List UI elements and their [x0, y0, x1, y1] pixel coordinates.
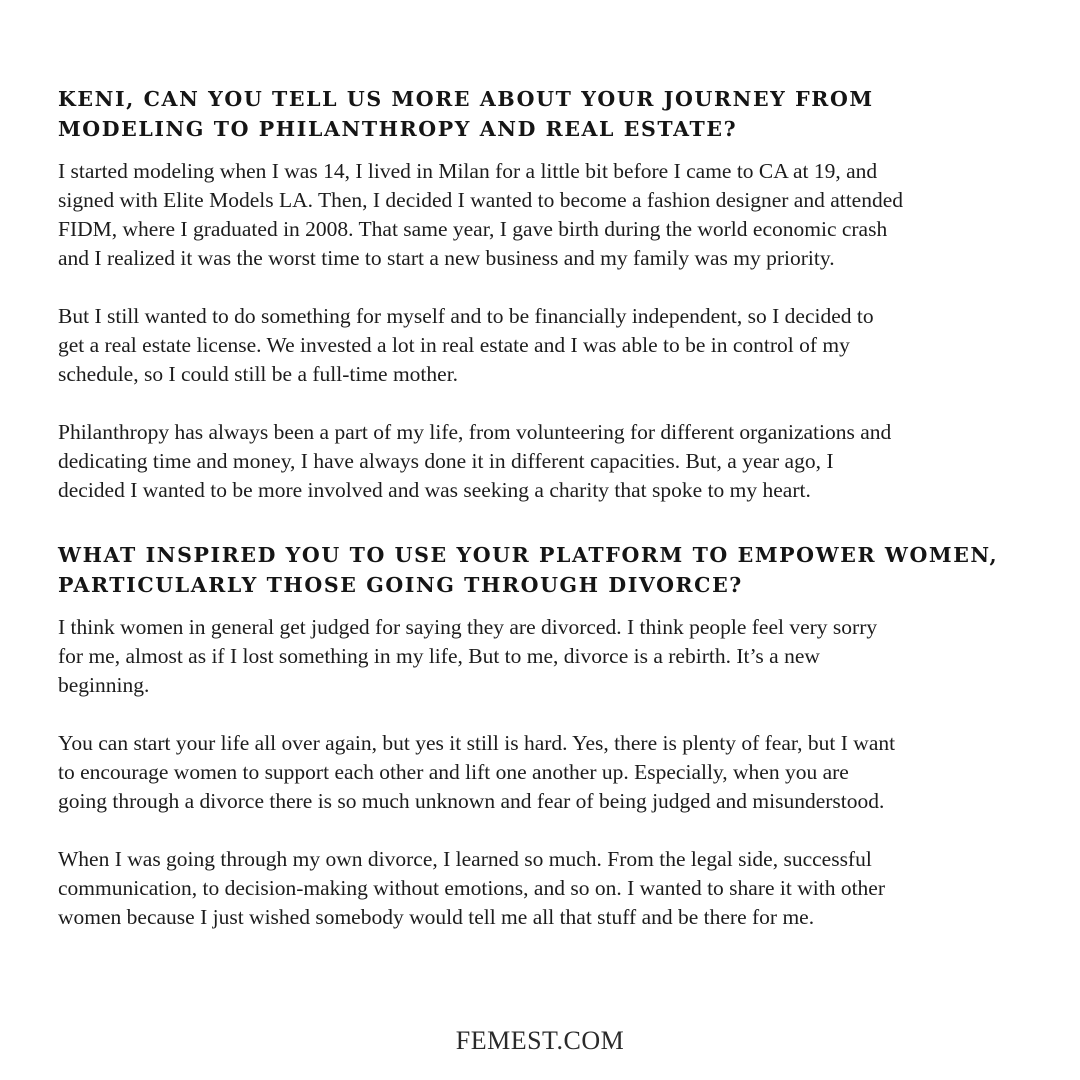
section-heading — [58, 84, 1033, 144]
text-line: You can start your life all over again, but yes it still is hard. Yes, there is plenty of fear, but I want — [58, 731, 896, 755]
text-line: get a real estate license. We invested a lot in real estate and I was able to be in control of my — [58, 333, 850, 357]
text-line: But I still wanted to do something for myself and to be financially independent, so I decided to — [58, 304, 874, 328]
text-line: FIDM, where I graduated in 2008. That same year, I gave birth during the world economic crash — [58, 217, 888, 241]
heading-line: PARTICULARLY THOSE GOING THROUGH DIVORCE? — [58, 573, 743, 597]
text-line: When I was going through my own divorce, I learned so much. From the legal side, successful — [58, 847, 872, 871]
text-line: going through a divorce there is so much unknown and fear of being judged and misunderstood. — [58, 789, 885, 813]
paragraph — [58, 157, 1033, 273]
heading-line: MODELING TO PHILANTHROPY AND REAL ESTATE? — [58, 117, 738, 141]
text-line: signed with Elite Models LA. Then, I decided I wanted to become a fashion designer and attended — [58, 188, 904, 212]
paragraph — [58, 845, 1033, 932]
text-line: I think women in general get judged for saying they are divorced. I think people feel very sorry — [58, 615, 878, 639]
text-line: schedule, so I could still be a full-time mother. — [58, 362, 459, 386]
text-line: I started modeling when I was 14, I lived in Milan for a little bit before I came to CA at 19, and — [58, 159, 878, 183]
text-line: dedicating time and money, I have always done it in different capacities. But, a year ago, I — [58, 449, 834, 473]
heading-line: KENI, CAN YOU TELL US MORE ABOUT YOUR JOURNEY FROM — [58, 87, 874, 111]
text-line: Philanthropy has always been a part of my life, from volunteering for different organizations and — [58, 420, 892, 444]
text-line: beginning. — [58, 673, 150, 697]
text-line: for me, almost as if I lost something in my life, But to me, divorce is a rebirth. It’s a new — [58, 644, 820, 668]
text-line: communication, to decision-making without emotions, and so on. I wanted to share it with other — [58, 876, 886, 900]
paragraph — [58, 729, 1033, 816]
section-heading — [58, 540, 1033, 600]
qa-section-empowerment — [58, 540, 1033, 932]
paragraph — [58, 418, 1033, 505]
heading-line: WHAT INSPIRED YOU TO USE YOUR PLATFORM TO EMPOWER WOMEN, — [58, 543, 999, 567]
article-body — [58, 84, 1033, 961]
footer-brand: FEMEST.COM — [455, 1026, 625, 1055]
text-line: women because I just wished somebody would tell me all that stuff and be there for me. — [58, 905, 815, 929]
paragraph — [58, 302, 1033, 389]
text-line: and I realized it was the worst time to start a new business and my family was my priority. — [58, 246, 835, 270]
text-line: to encourage women to support each other and lift one another up. Especially, when you are — [58, 760, 849, 784]
text-line: decided I wanted to be more involved and was seeking a charity that spoke to my heart. — [58, 478, 811, 502]
qa-section-journey — [58, 84, 1033, 505]
paragraph — [58, 613, 1033, 700]
